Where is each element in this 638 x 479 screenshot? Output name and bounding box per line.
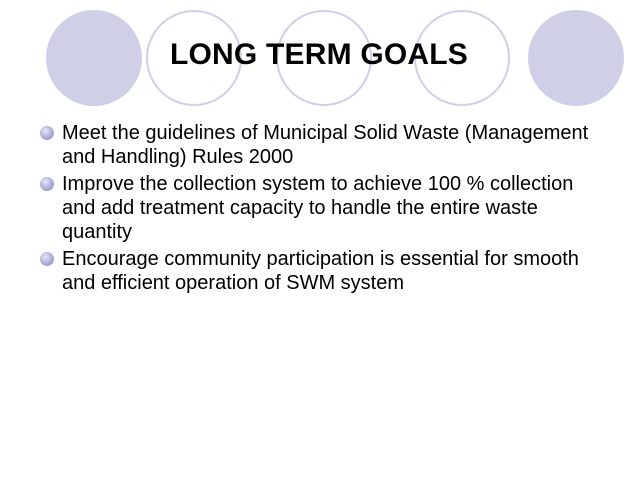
bullet-text: Encourage community participation is essential for smooth and efficient operation of SWM system (62, 248, 579, 294)
bullet-dot-icon (40, 177, 54, 191)
bullet-text: Improve the collection system to achieve 100 % collection and add treatment capacity to handle the entire waste quantity (62, 173, 574, 243)
bullet-item (40, 172, 600, 244)
bullet-list (40, 121, 600, 298)
slide-title: LONG TERM GOALS (170, 38, 468, 71)
bullet-item (40, 247, 600, 295)
bullet-dot-icon (40, 252, 54, 266)
bullet-item (40, 121, 600, 169)
bullet-dot-icon (40, 126, 54, 140)
bullet-text: Meet the guidelines of Municipal Solid Waste (Management and Handling) Rules 2000 (62, 122, 589, 168)
